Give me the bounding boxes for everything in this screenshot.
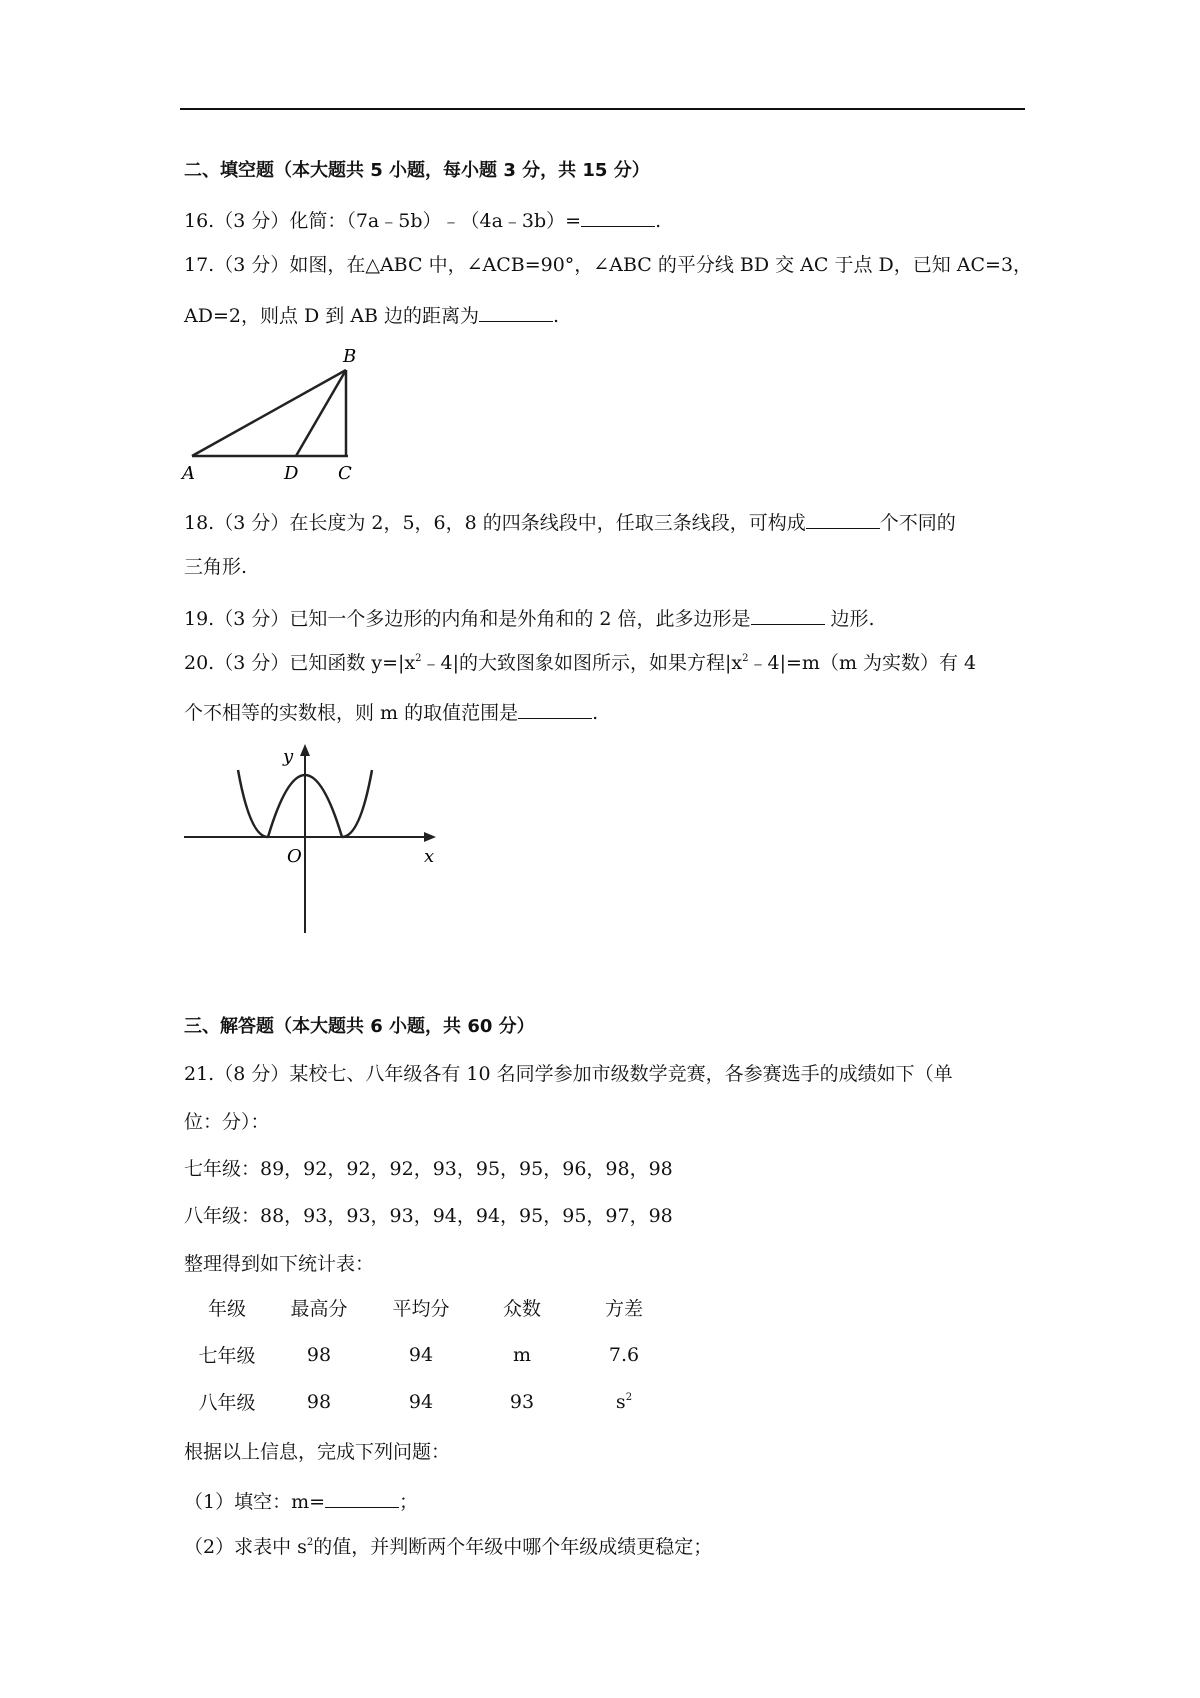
q19-text: 19.（3 分）已知一个多边形的内角和是外角和的 2 倍，此多边形是	[184, 608, 751, 630]
q17-answer-blank	[479, 301, 553, 322]
part-1	[184, 1487, 418, 1514]
table-cell: 7.6	[608, 1343, 640, 1366]
table-header: 方差	[604, 1298, 643, 1320]
label-d: D	[284, 463, 299, 484]
variance-symbol: s	[615, 1390, 626, 1413]
header-rule	[180, 108, 1025, 110]
label-c: C	[338, 463, 352, 484]
variance-sup: 2	[625, 1391, 633, 1403]
table-header: 年级	[207, 1298, 246, 1320]
table-cell: 98	[306, 1343, 332, 1366]
table-cell: 98	[306, 1390, 332, 1413]
q18-answer-blank	[806, 508, 880, 529]
question-18-line-2: 三角形.	[184, 556, 248, 578]
grade-7-scores: 七年级：89，92，92，92，93，95，95，96，98，98	[184, 1158, 673, 1180]
table-cell: 七年级	[198, 1345, 256, 1367]
x-axis-arrow	[424, 832, 436, 842]
triangle-figure	[180, 340, 370, 485]
label-origin: O	[287, 846, 302, 867]
q18-text: 18.（3 分）在长度为 2，5，6，8 的四条线段中，任取三条线段，可构成	[184, 512, 806, 534]
part-2-sup: 2	[306, 1537, 314, 1548]
q16-end: .	[655, 210, 662, 232]
function-graph	[180, 738, 450, 938]
table-header: 平均分	[392, 1298, 450, 1320]
q20-sup-2: 2	[742, 653, 749, 664]
label-b: B	[343, 346, 357, 367]
question-21-line-1: 21.（8 分）某校七、八年级各有 10 名同学参加市级数学竞赛，各参赛选手的成绩如下（单	[184, 1063, 953, 1085]
curve-right-branch	[342, 770, 372, 837]
q17-text: AD=2，则点 D 到 AB 边的距离为	[184, 305, 480, 327]
grade-8-scores: 八年级：88，93，93，93，94，94，95，95，97，98	[184, 1205, 673, 1227]
table-header-row	[186, 1284, 676, 1331]
question-20-line-2	[184, 698, 598, 725]
curve-left-branch	[238, 770, 268, 837]
part-1-answer-blank	[325, 1487, 399, 1508]
q16-text: 16.（3 分）化简：（7a﹣5b）﹣（4a﹣3b）=	[184, 210, 582, 232]
instruction: 根据以上信息，完成下列问题：	[184, 1441, 451, 1463]
part-1-end: ；	[399, 1491, 419, 1513]
section-3-title: 三、解答题（本大题共 6 小题，共 60 分）	[184, 1016, 535, 1037]
part-2-text: （2）求表中 s	[184, 1536, 307, 1558]
table-cell: m	[512, 1343, 532, 1366]
label-a: A	[182, 463, 195, 484]
part-1-text: （1）填空：m=	[184, 1491, 326, 1513]
table-header: 众数	[502, 1298, 541, 1320]
segment-ab	[192, 370, 346, 456]
question-20-line-1	[184, 651, 976, 675]
question-16	[184, 206, 661, 233]
q20-text-a: 20.（3 分）已知函数 y=|x	[184, 652, 416, 674]
y-axis-arrow	[300, 744, 310, 756]
q19-answer-blank	[751, 604, 825, 625]
table-cell: 94	[408, 1390, 434, 1413]
part-2-text-post: 的值，并判断两个年级中哪个年级成绩更稳定；	[313, 1536, 713, 1558]
q19-text-post: 边形.	[824, 608, 875, 630]
table-row	[186, 1331, 676, 1378]
q17-end: .	[553, 305, 560, 327]
table-header: 最高分	[290, 1298, 348, 1320]
question-17-line-2	[184, 301, 559, 328]
part-2	[184, 1535, 712, 1559]
question-18-line-1	[184, 508, 956, 535]
q20-answer-blank	[518, 698, 592, 719]
label-y: y	[283, 746, 294, 767]
q20-text-line2: 个不相等的实数根，则 m 的取值范围是	[184, 702, 519, 724]
q20-sup-1: 2	[415, 653, 422, 664]
table-cell: 八年级	[198, 1392, 256, 1414]
q20-text-c: ﹣4|=m（m 为实数）有 4	[748, 652, 977, 674]
q20-end: .	[592, 702, 599, 724]
label-x: x	[424, 846, 435, 867]
q18-text-post: 个不同的	[879, 512, 956, 534]
stats-table	[186, 1284, 676, 1425]
q16-answer-blank	[581, 206, 655, 227]
question-19	[184, 604, 875, 631]
question-17-line-1: 17.（3 分）如图，在△ABC 中，∠ACB=90°，∠ABC 的平分线 BD 交 AC 于点 D，已知 AC=3，	[184, 254, 1033, 276]
section-2-title: 二、填空题（本大题共 5 小题，每小题 3 分，共 15 分）	[184, 160, 650, 181]
table-cell-variance	[572, 1378, 676, 1425]
table-row	[186, 1378, 676, 1425]
q20-text-b: ﹣4|的大致图象如图所示，如果方程|x	[421, 652, 743, 674]
table-intro: 整理得到如下统计表：	[184, 1253, 375, 1275]
table-cell: 94	[408, 1343, 434, 1366]
table-cell: 93	[509, 1390, 535, 1413]
question-21-line-2: 位：分）：	[184, 1111, 270, 1133]
